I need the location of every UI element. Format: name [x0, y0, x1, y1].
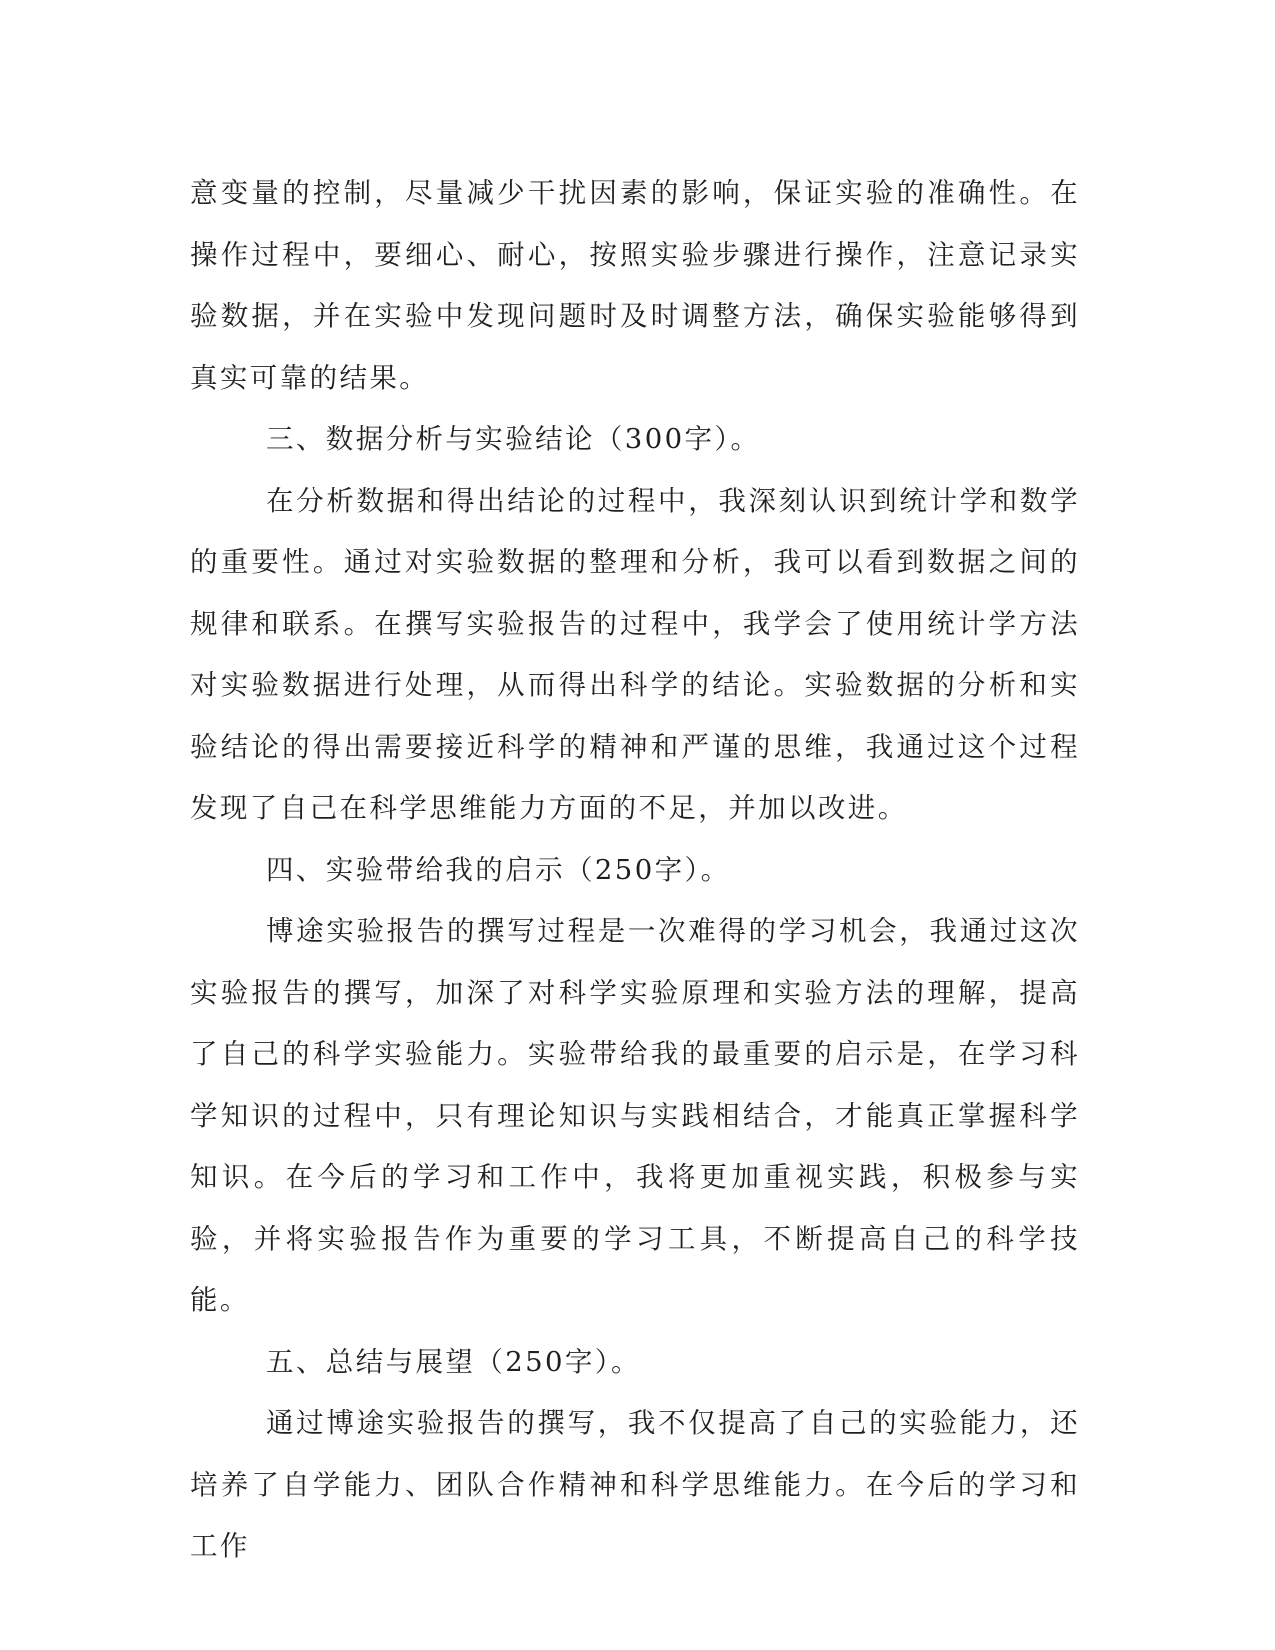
section-heading-3: 三、数据分析与实验结论（300字）。 — [266, 423, 761, 455]
paragraph-continuation: 意变量的控制，尽量减少干扰因素的影响，保证实验的准确性。在操作过程中，要细心、耐心，按照实验步骤进行操作，注意记录实验数据，并在实验中发现问题时及时调整方法，确保实验能够得到真实可靠的结果。 — [190, 177, 1080, 394]
paragraph-data-analysis: 在分析数据和得出结论的过程中，我深刻认识到统计学和数学的重要性。通过对实验数据的整理和分析，我可以看到数据之间的规律和联系。在撰写实验报告的过程中，我学会了使用统计学方法对实验数据进行处理，从而得出科学的结论。实验数据的分析和实验结论的得出需要接近科学的精神和严谨的思维，我通过这个过程发现了自己在科学思维能力方面的不足，并加以改进。 — [190, 484, 1080, 824]
section-heading-5: 五、总结与展望（250字）。 — [266, 1345, 641, 1378]
paragraph-summary: 通过博途实验报告的撰写，我不仅提高了自己的实验能力，还培养了自学能力、团队合作精神和科学思维能力。在今后的学习和工作 — [190, 1407, 1080, 1562]
paragraph-inspiration: 博途实验报告的撰写过程是一次难得的学习机会，我通过这次实验报告的撰写，加深了对科学实验原理和实验方法的理解，提高了自己的科学实验能力。实验带给我的最重要的启示是，在学习科学知识的过程中，只有理论知识与实践相结合，才能真正掌握科学知识。在今后的学习和工作中，我将更加重视实践，积极参与实验，并将实验报告作为重要的学习工具，不断提高自己的科学技能。 — [190, 915, 1080, 1316]
document-body — [190, 163, 1080, 1578]
section-heading-4: 四、实验带给我的启示（250字）。 — [266, 853, 731, 886]
